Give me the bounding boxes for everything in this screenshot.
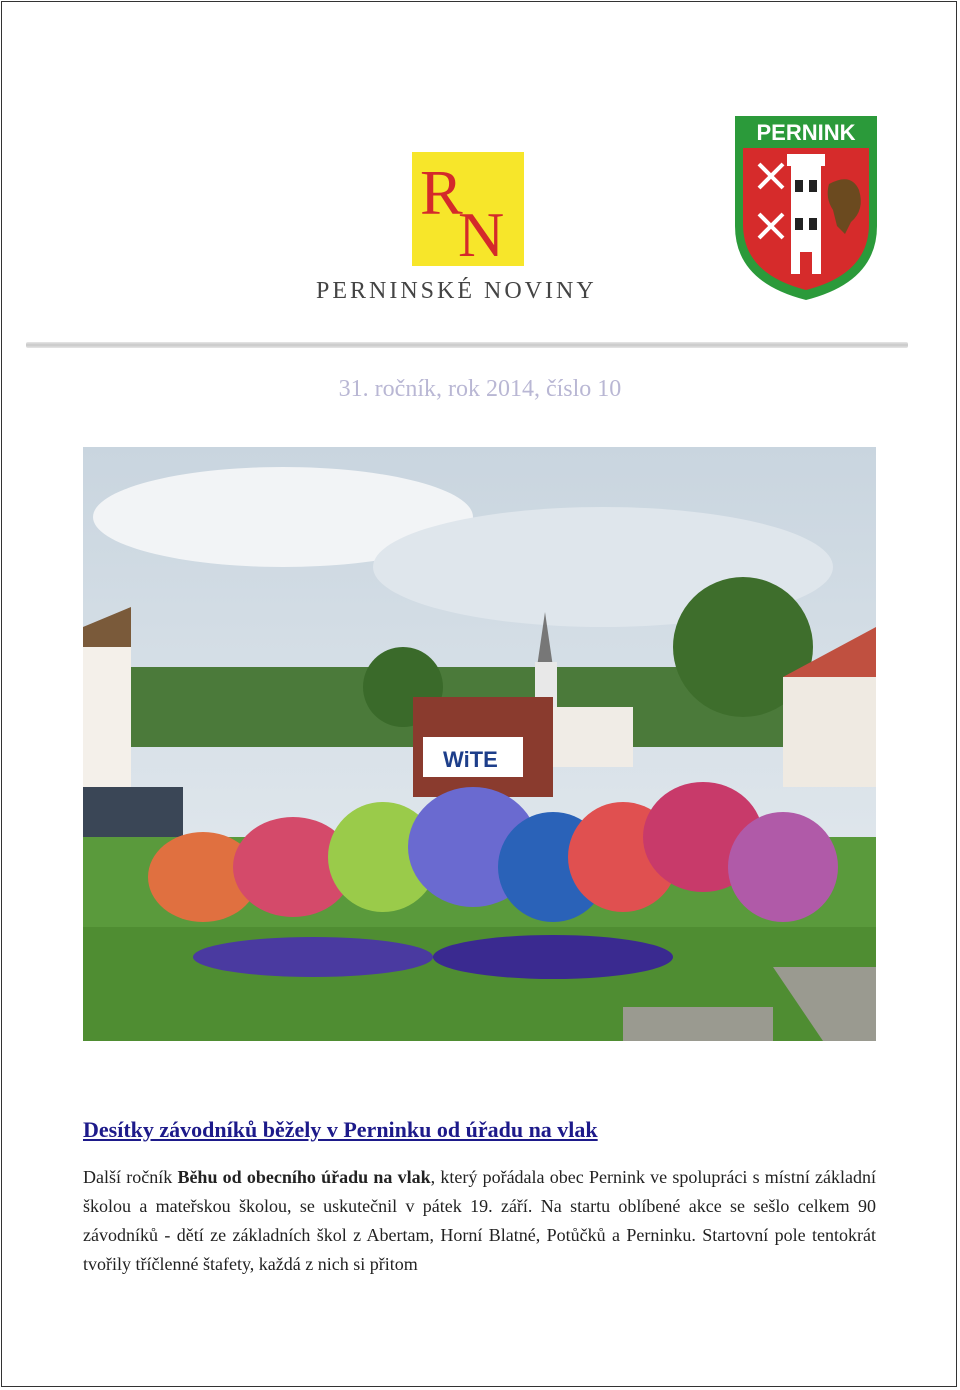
photo-banner-text: WiTE — [443, 747, 498, 772]
rn-logo-graphic — [412, 152, 524, 266]
article-headline: Desítky závodníků běžely v Perninku od úřadu na vlak — [83, 1117, 598, 1142]
group-photo — [83, 447, 876, 1041]
pernink-crest — [733, 114, 879, 302]
issue-line: 31. ročník, rok 2014, číslo 10 — [338, 376, 622, 402]
crest-label: PERNINK — [756, 120, 856, 145]
article-text-intro: Další ročník — [83, 1167, 178, 1187]
masthead-title: PERNINSKÉ NOVINY — [316, 278, 597, 304]
article-text-continuation: , který pořádala obec Pernink ve spolupráci s místní základní školou a mateřskou školou, se uskutečnil v pátek 19. září. Na startu oblíbené akce se sešlo celkem 90 závodníků - dětí ze základních škol z Abertam, Horní Blatné, Potůčků a Perninku. Startovní pole tentokrát tvořily tříčlenné štafety, každá z nich si přitom — [83, 1167, 877, 1274]
article-body — [83, 1163, 876, 1279]
rn-logo-letter-n: N — [458, 199, 505, 266]
rn-logo — [412, 152, 524, 266]
rn-logo-letter-r: R — [420, 157, 463, 228]
masthead-divider — [26, 342, 908, 348]
article-text-event-name: Běhu od obecního úřadu na vlak — [177, 1167, 431, 1187]
